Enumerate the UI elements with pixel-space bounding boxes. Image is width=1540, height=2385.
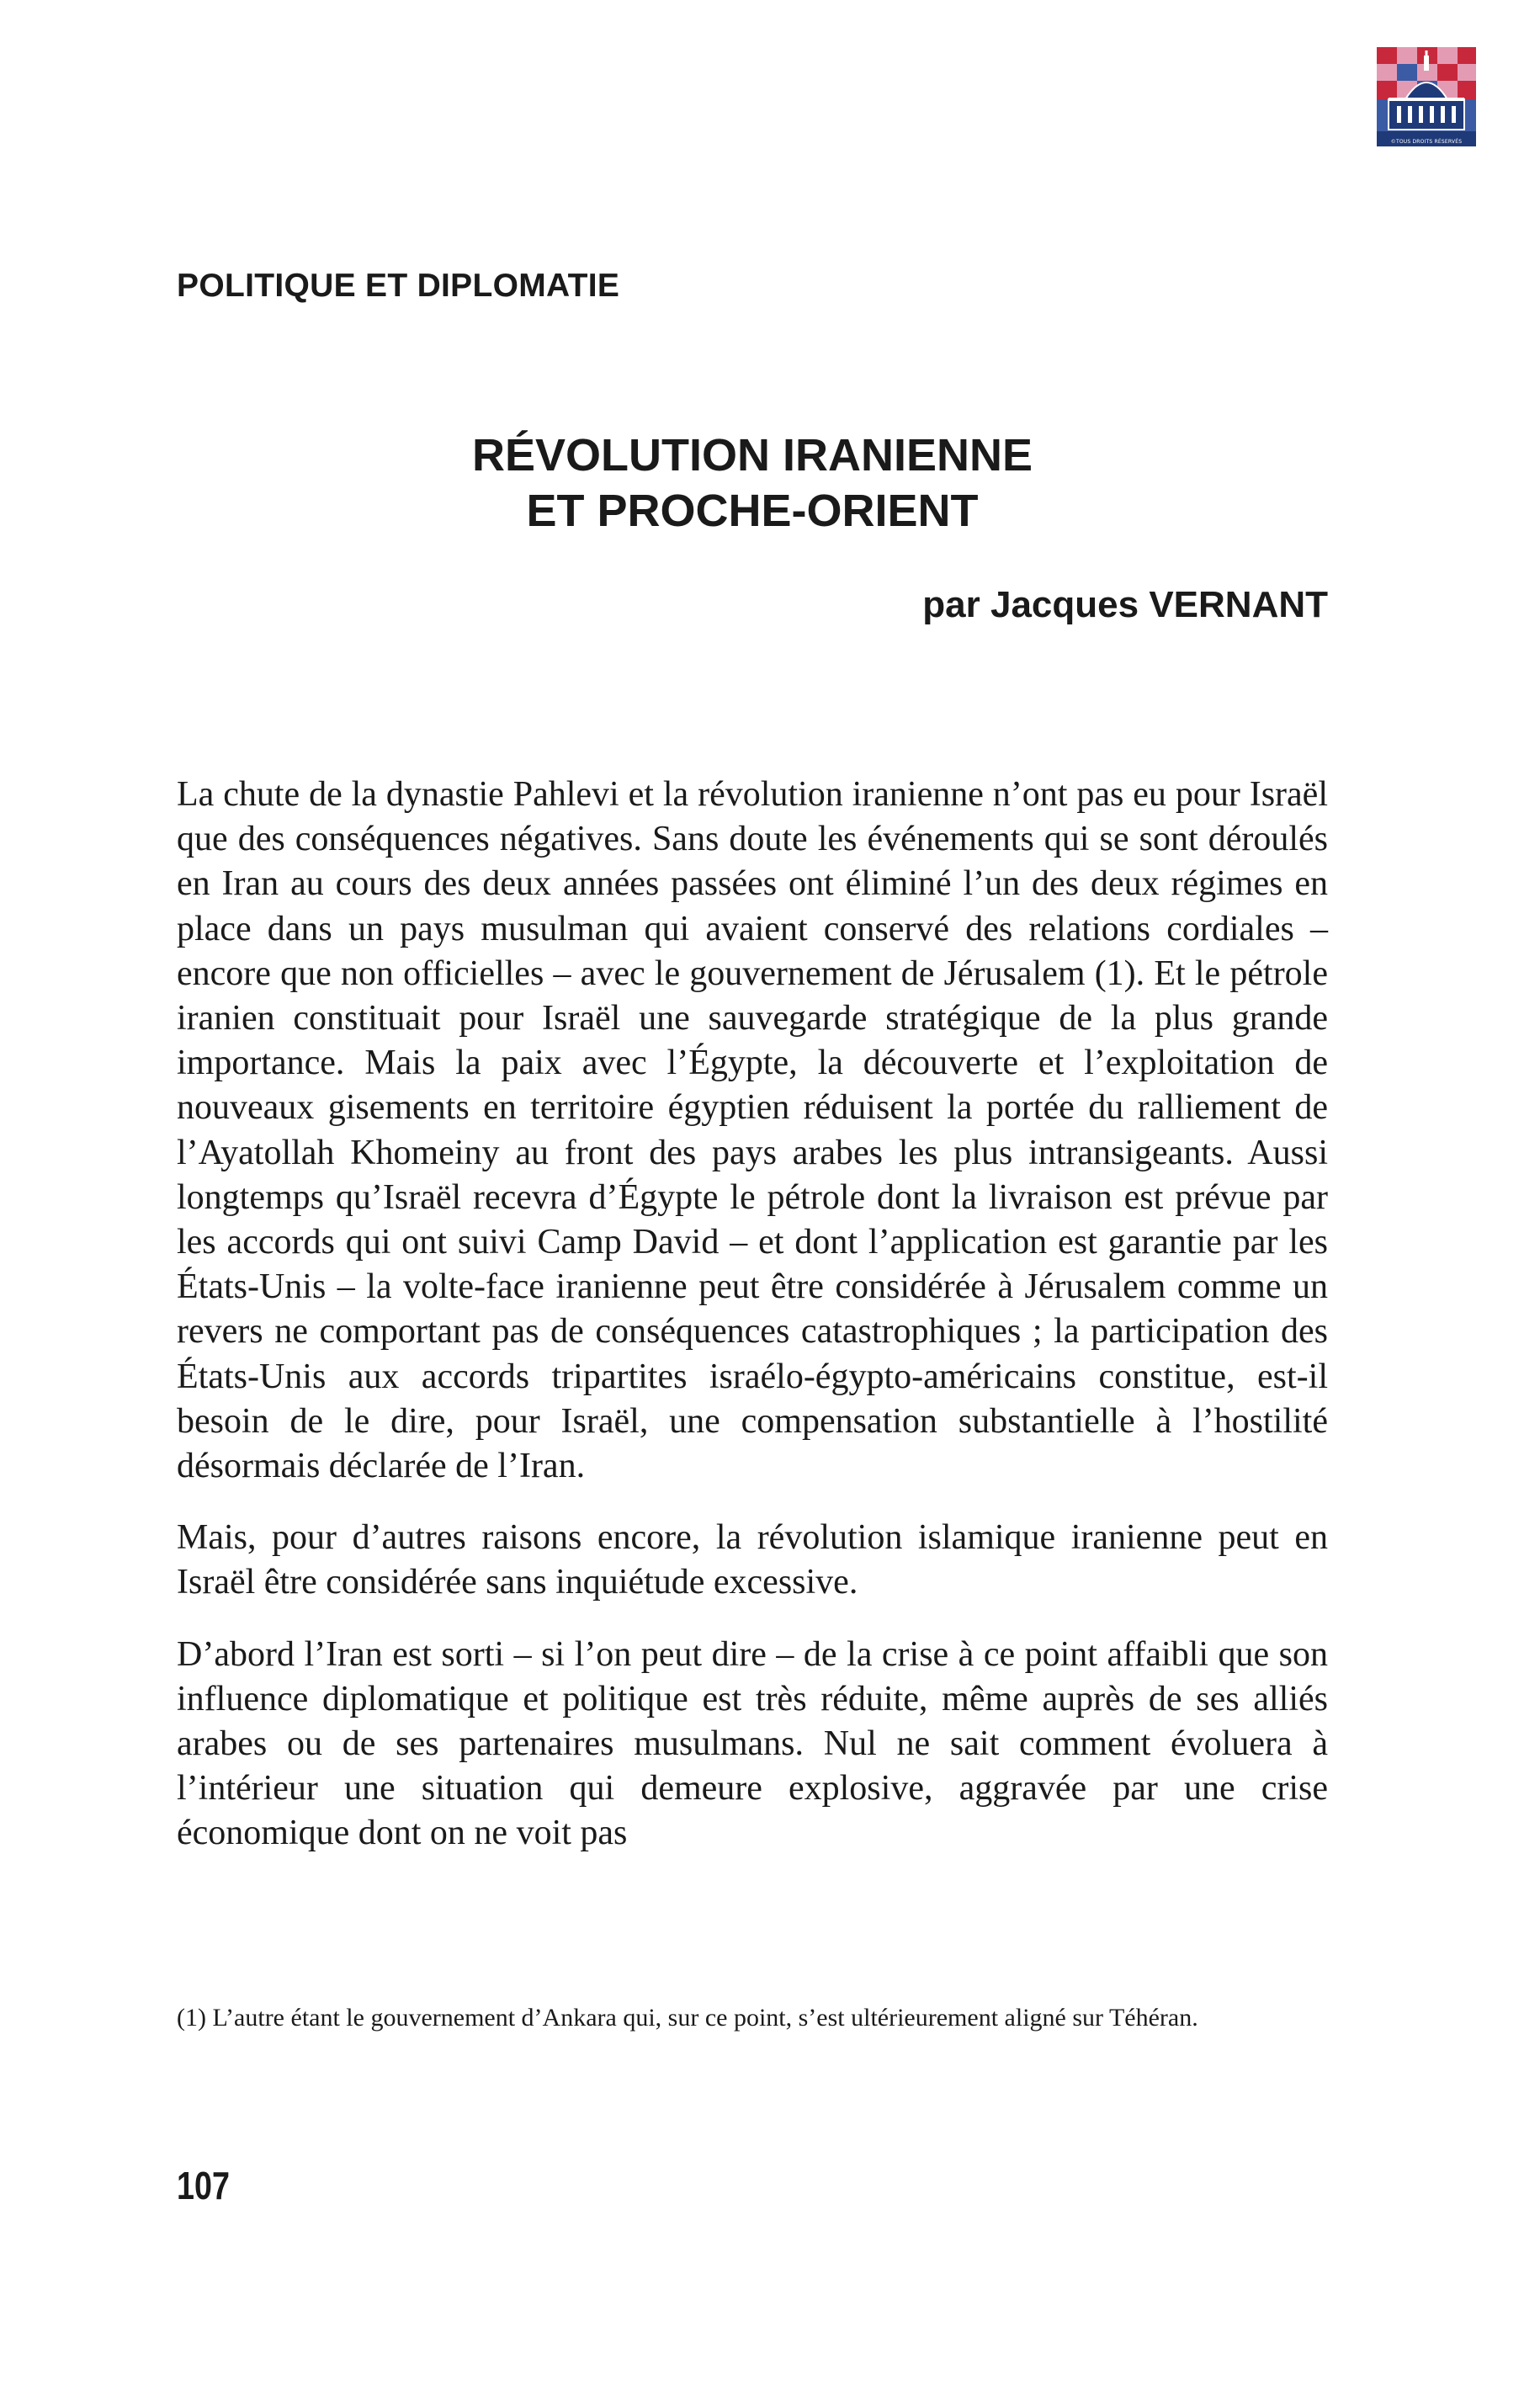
logo-caption: ©TOUS DROITS RÉSERVÉS	[1390, 139, 1463, 145]
page-number: 107	[177, 2164, 230, 2207]
article-title-line-1: RÉVOLUTION IRANIENNE	[471, 430, 1033, 481]
article-body	[177, 773, 1328, 1883]
article-title	[177, 428, 1328, 539]
article-title-line-2: ET PROCHE-ORIENT	[526, 486, 979, 536]
body-paragraph-3: D’abord l’Iran est sorti – si l’on peut dire – de la crise à ce point affaibli que son influence diplomatique et politique est très réduite, même auprès de ses alliés arabes ou de ses partenaires musulmans. Nul ne sait comment évoluera à l’intérieur une situation qui demeure explosive, aggravée par une crise économique dont on ne voit pas	[177, 1634, 1328, 1853]
footnote-1: (1) L’autre étant le gouvernement d’Ankara qui, sur ce point, s’est ultérieurement aligné sur Téhéran.	[177, 2004, 1198, 2032]
publisher-logo	[1377, 47, 1476, 146]
article-author: par Jacques VERNANT	[922, 584, 1328, 625]
building-dome-icon	[1377, 47, 1476, 146]
body-paragraph-2: Mais, pour d’autres raisons encore, la révolution islamique iranienne peut en Israël être considérée sans inquiétude excessive.	[177, 1518, 1328, 1602]
body-paragraph-1: La chute de la dynastie Pahlevi et la révolution iranienne n’ont pas eu pour Israël que des conséquences négatives. Sans doute les événements qui se sont déroulés en Iran au cours des deux années passées ont éliminé l’un des deux régimes en place dans un pays musulman qui avaient conservé des relations cordiales – encore que non officielles – avec le gouvernement de Jérusalem (1). Et le pétrole iranien constituait pour Israël une sauvegarde stratégique de la plus grande importance. Mais la paix avec l’Égypte, la découverte et l’exploitation de nouveaux gisements en territoire égyptien réduisent la portée du ralliement de l’Ayatollah Khomeiny au front des pays arabes les plus intransigeants. Aussi longtemps qu’Israël recevra d’Égypte le pétrole dont la livraison est prévue par les accords qui ont suivi Camp David – et dont l’application est garantie par les États-Unis – la volte-face iranienne peut être considérée à Jérusalem comme un revers ne comportant pas de conséquences catastrophiques ; la participation des États-Unis aux accords tripartites israélo-égypto-américains constitue, est-il besoin de le dire, pour Israël, une compensation substantielle à l’hostilité désormais déclarée de l’Iran.	[177, 775, 1328, 1486]
section-title: POLITIQUE ET DIPLOMATIE	[177, 268, 620, 304]
